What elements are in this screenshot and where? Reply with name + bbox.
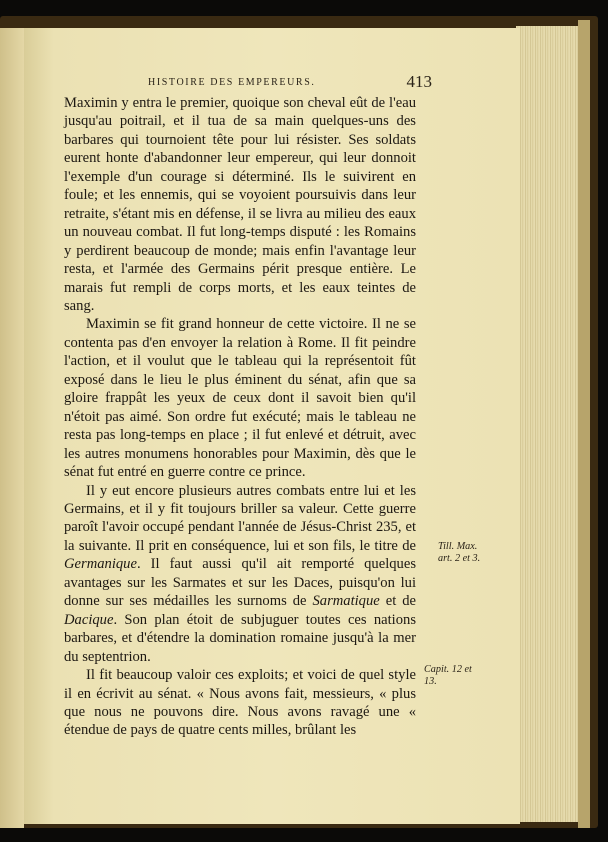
paragraph-3 — [64, 482, 416, 667]
facing-page-edge — [0, 28, 24, 828]
margin-note-capitolinus — [424, 664, 484, 688]
paragraph-3-part-d: . Son plan étoit de subjuguer toutes ces nations barbares, et d'étendre la domination romaine jusqu'à la mer du septentrion. — [64, 611, 416, 665]
margin-note-tillemont — [438, 541, 498, 565]
body-text — [64, 94, 416, 740]
title-germanique: Germanique — [64, 556, 137, 573]
paragraph-4: Il fit beaucoup valoir ces exploits; et voici de quel style il en écrivit au sénat. « Nous avons fait, messieurs, « plus que nous ne pouvons dire. Nous avons ravagé une « étendue de pays de quatre cents milles, brûlant les — [64, 667, 416, 739]
title-sarmatique: Sarmatique — [312, 593, 380, 610]
paragraph-1: Maximin y entra le premier, quoique son cheval eût de l'eau jusqu'au poitrail, et il tua de sa main quelques-uns des barbares qui tournoient tête pour lui résister. Ses soldats eurent honte d'abandonner leur empereur, qui leur donnoit l'exemple d'un courage si déterminé. Ils le suivirent en foule; et les ennemis, qui se voyoient poursuivis dans leur retraite, s'étant mis en défense, il se livra au milieu des eaux un nouveau combat. Il fut long-temps disputé : les Romains y perdirent beaucoup de monde; mais enfin l'avantage leur resta, et l'armée des Germains périt presque entière. Le marais fut rempli de corps morts, et les eaux teintes de sang. — [64, 95, 416, 314]
paragraph-3-part-a: Il y eut encore plusieurs autres combats entre lui et les Germains, et il y fit toujours briller sa valeur. Cette guerre paroît l'avoir occupé pendant l'année de Jésus-Christ 235, et la suivante. Il prit en conséquence, lui et son fils, le titre de — [64, 482, 416, 554]
title-dacique: Dacique — [64, 611, 114, 628]
margin-note-capitolinus-line-1: Capit. 12 et — [424, 664, 472, 675]
paragraph-2: Maximin se fit grand honneur de cette victoire. Il ne se contenta pas d'en envoyer la relation à Rome. Il fit peindre l'action, et il voulut que le tableau qui la représentoit fût exposé dans le lieu le plus éminent du sénat, afin que sa gloire frappât les yeux de ceux dont il savoit bien qu'il n'étoit pas aimé. Son ordre fut exécuté; mais le tableau ne resta pas long-temps en place ; il fut enlevé et détruit, avec les autres monumens honorables pour Maximin, dès que le sénat fut entré en guerre contre ce prince. — [64, 316, 416, 481]
page-block-edges — [516, 26, 578, 822]
running-title: HISTOIRE DES EMPEREURS. — [148, 77, 316, 88]
paragraph-3-part-b: . Il faut aussi qu'il ait remporté quelques avantages sur les Sarmates et sur les Daces, puisqu'on lui donne sur ses médailles les surnoms de — [64, 556, 416, 610]
margin-note-tillemont-line-1: Till. Max. — [438, 541, 478, 552]
page-number: 413 — [406, 72, 432, 91]
page-header — [64, 72, 432, 96]
book-spine-edge — [578, 20, 590, 828]
paragraph-3-part-c: et de — [379, 593, 417, 610]
margin-note-capitolinus-line-2: 13. — [424, 676, 437, 687]
margin-note-tillemont-line-2: art. 2 et 3. — [438, 553, 481, 564]
